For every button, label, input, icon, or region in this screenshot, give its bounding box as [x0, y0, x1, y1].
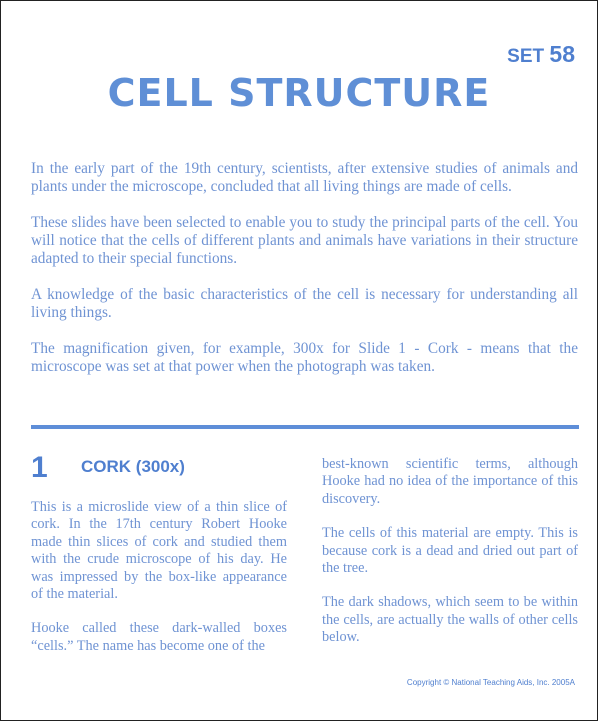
- set-label-text: SET: [507, 46, 545, 67]
- intro-paragraph: A knowledge of the basic characteristics of the cell is necessary for understanding all living things.: [31, 286, 578, 321]
- section-divider: [31, 425, 579, 429]
- section-number: 1: [31, 451, 48, 484]
- body-paragraph: best-known scientific terms, although Hooke had no idea of the importance of this discovery.: [322, 456, 578, 507]
- left-body-text: [31, 499, 287, 655]
- intro-paragraph: These slides have been selected to enable you to study the principal parts of the cell. You will notice that the cells of different plants and animals have variations in their structure adapted to their special functions.: [31, 214, 578, 267]
- intro-text: [31, 160, 578, 394]
- set-number: 58: [549, 41, 575, 67]
- section-header: [31, 451, 287, 499]
- copyright-notice: Copyright © National Teaching Aids, Inc. 2005A: [406, 678, 575, 687]
- body-paragraph: The dark shadows, which seem to be within the cells, are actually the walls of other cells below.: [322, 594, 578, 646]
- intro-paragraph: The magnification given, for example, 300x for Slide 1 - Cork - means that the microscope was set at that power when the photograph was taken.: [31, 340, 578, 375]
- body-paragraph: The cells of this material are empty. This is because cork is a dead and dried out part of the tree.: [322, 525, 578, 577]
- left-column: [31, 451, 287, 672]
- body-paragraph: This is a microslide view of a thin slice of cork. In the 17th century Robert Hooke made thin slices of cork and studied them with the crude microscope of his day. He was impressed by the box-like appearance of the material.: [31, 499, 287, 603]
- body-paragraph: Hooke called these dark-walled boxes “cells.” The name has become one of the: [31, 620, 287, 654]
- section-title: CORK (300x): [81, 457, 185, 476]
- set-label: [507, 41, 575, 68]
- right-body-text: [322, 456, 578, 647]
- page-title: CELL STRUCTURE: [107, 71, 491, 115]
- intro-paragraph: In the early part of the 19th century, scientists, after extensive studies of animals and plants under the microscope, concluded that all living things are made of cells.: [31, 160, 578, 195]
- right-column: [322, 456, 578, 664]
